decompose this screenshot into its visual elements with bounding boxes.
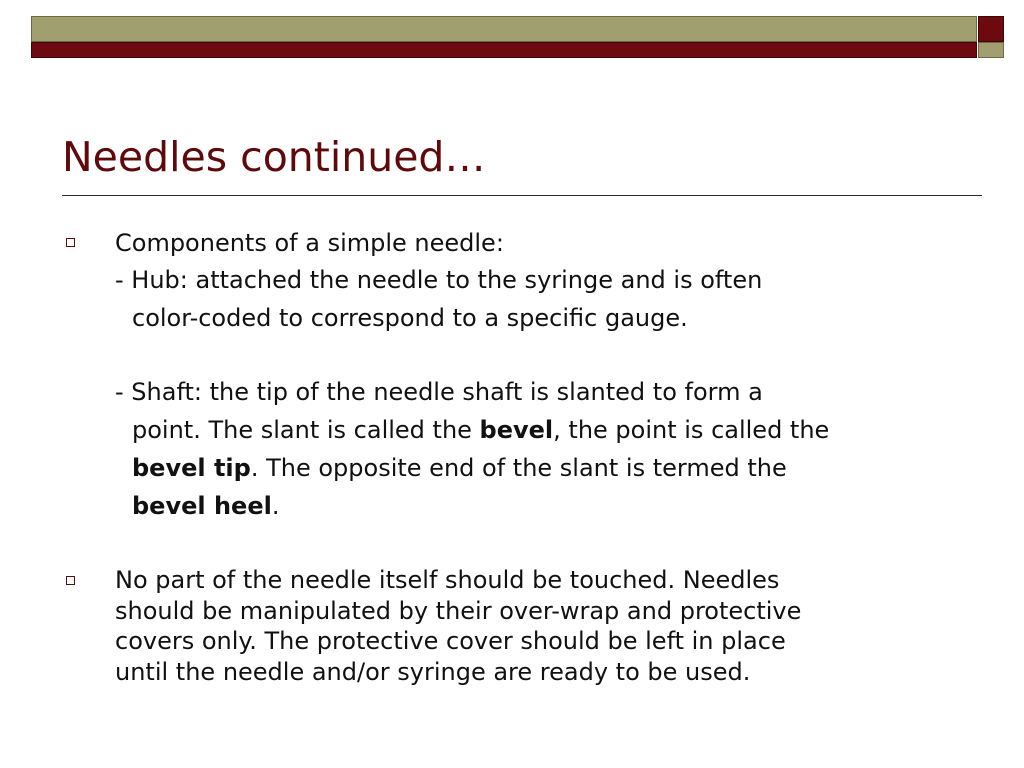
shaft-line-3	[132, 453, 787, 483]
bullet2-line-1: No part of the needle itself should be touched. Needles	[115, 566, 780, 594]
bullet-square-icon	[66, 238, 75, 247]
shaft-line-2-text-a: point. The slant is called the	[132, 416, 480, 444]
shaft-line-4	[132, 491, 279, 521]
term-bevel-heel: bevel heel	[132, 492, 272, 520]
bullet2-line-2: should be manipulated by their over-wrap and protective	[115, 596, 802, 625]
term-bevel-tip: bevel tip	[132, 454, 251, 482]
bullet2-line-4: until the needle and/or syringe are ready to be used.	[115, 657, 751, 686]
header-bar-olive	[31, 16, 977, 42]
term-bevel: bevel	[479, 416, 554, 444]
header-square-maroon	[978, 16, 1004, 42]
shaft-line-3-text: . The opposite end of the slant is termed the	[250, 454, 787, 482]
shaft-line-2-text-b: , the point is called the	[553, 416, 830, 444]
bullet-square-icon	[66, 576, 75, 585]
bullet2-line-3: covers only. The protective cover should be left in place	[115, 627, 786, 655]
shaft-line-2	[132, 415, 829, 445]
hub-line-1: - Hub: attached the needle to the syringe and is often	[115, 266, 763, 294]
header-bar-maroon	[31, 42, 977, 58]
bullet2-paragraph	[115, 565, 995, 687]
title-divider	[62, 195, 982, 196]
shaft-line-1: - Shaft: the tip of the needle shaft is slanted to form a	[115, 378, 763, 406]
slide-title: Needles continued…	[62, 133, 486, 181]
shaft-line-4-text: .	[271, 492, 280, 520]
bullet1-heading: Components of a simple needle:	[115, 229, 504, 257]
header-square-olive	[978, 42, 1004, 58]
hub-line-2: color-coded to correspond to a specific gauge.	[132, 304, 688, 332]
